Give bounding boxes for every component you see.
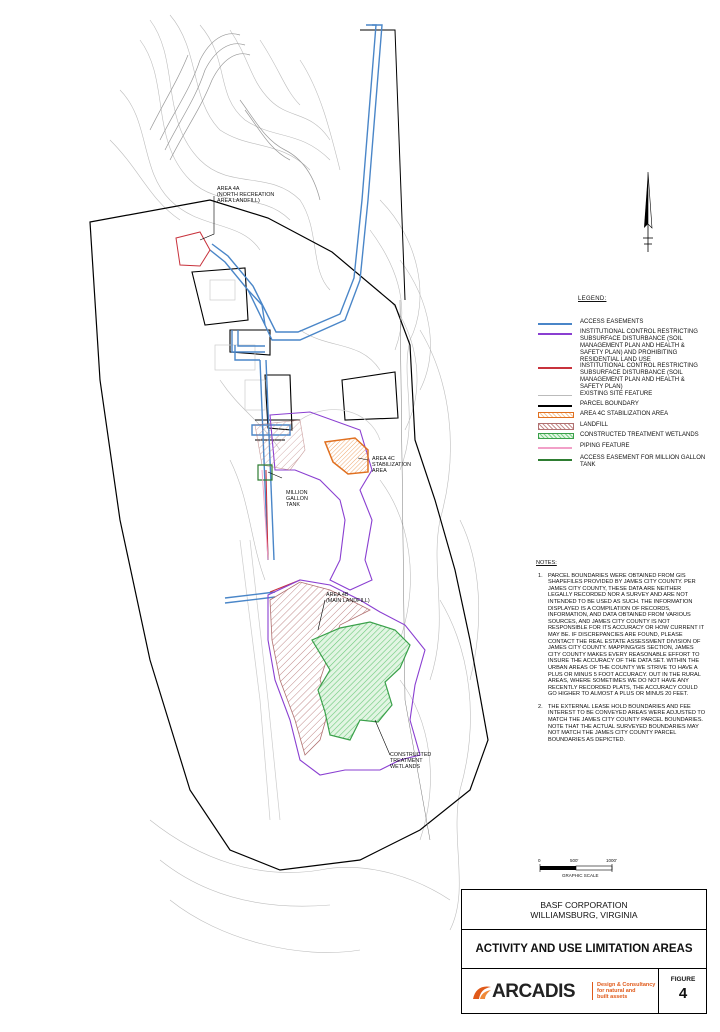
constructed-wetlands-area <box>312 622 410 740</box>
note-item <box>536 704 706 744</box>
figure-label: FIGURE <box>670 976 696 983</box>
label-line: CONSTRUCTED <box>390 752 432 758</box>
legend-label: CONSTRUCTED TREATMENT WETLANDS <box>580 432 699 438</box>
label-line: (NORTH RECREATION <box>217 192 275 198</box>
scale-caption: GRAPHIC SCALE <box>562 873 599 878</box>
label-area-4a <box>217 186 274 204</box>
label-line: AREA LANDFILL) <box>217 198 260 204</box>
label-line: WETLANDS <box>390 764 420 770</box>
note-text: PARCEL BOUNDARIES WERE OBTAINED FROM GIS SHAPEFILES PROVIDED BY JAMES CITY COUNTY. PER JAMES CITY COUNTY, THESE DATA ARE NEITHER LEGALLY RECORDED NOR A SURVEY AND ARE NOT INTENDED TO BE USED AS SUCH. THE INFORMATION DISPLAYED IS A COMPILATION OF RECORDS, INFORMATION, AND DATA OBTAINED FROM VARIOUS SOURCES, AND JAMES CITY COUNTY IS NOT RESPONSIBLE FOR ITS ACCURACY OR HOW CURRENT IT MAY BE. IF DISCREPANCIES ARE FOUND, PLEASE CONTACT THE REAL ESTATE ASSESSMENT DIVISION OF JAMES CITY COUNTY. MAPPING/GIS SECTION, JAMES CITY COUNTY MAKES EVERY REASONABLE EFFORT TO INSURE THE ACCURACY OF THE DATA SET. WITHIN THE URBAN AREAS OF THE COUNTY WE STRIVE TO HAVE A PLUS OR MINUS 5 FOOT ACCURACY. OUT IN THE RURAL AREAS, WHERE SOMETIMES WE DO NOT HAVE ANY RECENTLY RECORDED PLATS, THE ACCURACY COULD GO HIGHER TO ALMOST A PLUS OR MINUS 20 FEET. <box>548 572 705 698</box>
legend-label: AREA 4C STABILIZATION AREA <box>580 411 669 417</box>
legend-symbol <box>538 412 574 418</box>
legend-symbol <box>538 459 572 461</box>
note-item <box>536 573 706 698</box>
title-block <box>461 889 707 1014</box>
notes-title: NOTES: <box>536 560 557 566</box>
legend-label: ACCESS EASEMENT FOR MILLION GALLON TANK <box>580 455 706 468</box>
tagline-line: Design & Consultancy <box>597 982 656 988</box>
figure-number: 4 <box>678 985 688 1002</box>
label-line: AREA 4A <box>217 186 240 192</box>
label-constructed-wetlands <box>390 752 431 770</box>
access-easements <box>210 25 382 603</box>
legend-symbol <box>538 423 574 430</box>
legend-symbol <box>538 333 572 335</box>
north-arrow-icon <box>643 172 653 252</box>
scale-tick-500: 500' <box>570 858 579 863</box>
notes <box>536 560 706 749</box>
scale-bar <box>540 864 612 872</box>
legend-symbol <box>538 405 572 407</box>
note-text: THE EXTERNAL LEASE HOLD BOUNDARIES AND FEE INTEREST TO BE CONVEYED AREAS WERE ADJUSTED TO MATCH THE JAMES CITY COUNTY PARCEL BOUNDARIES. NOTE THAT THE ACTUAL SURVEYED BOUNDARIES MAY NOT MATCH THE JAMES CITY COUNTY PARCEL BOUNDARIES AS DEPICTED. <box>548 703 706 743</box>
title-block-company <box>462 890 706 930</box>
label-line: TANK <box>286 502 300 508</box>
label-line: TREATMENT <box>390 758 423 764</box>
scale-tick-0: 0 <box>538 858 541 863</box>
label-line: AREA <box>372 468 387 474</box>
label-line: (MAIN LANDFILL) <box>326 598 370 604</box>
scale-tick-1000: 1000' <box>606 858 617 863</box>
logo-tagline <box>592 982 657 1000</box>
legend-symbol <box>538 447 572 449</box>
label-line: AREA 4C <box>372 456 395 462</box>
legend-symbol <box>538 433 574 439</box>
note-number: 2. <box>538 703 543 710</box>
legend-label: LANDFILL <box>580 422 609 428</box>
tagline-line: built assets <box>597 994 628 1000</box>
label-area-4c <box>372 456 411 474</box>
logo-word: ARCADIS <box>492 981 576 1002</box>
label-line: GALLON <box>286 496 308 502</box>
company-name: BASF CORPORATION <box>540 900 628 910</box>
legend-label: PARCEL BOUNDARY <box>580 401 639 407</box>
legend-title: LEGEND: <box>578 296 607 302</box>
ic-red-lines <box>176 232 300 592</box>
legend-symbol <box>538 323 572 325</box>
topo-dense-ridges <box>150 34 320 200</box>
note-number: 1. <box>538 572 543 579</box>
arcadis-logo <box>462 968 659 1014</box>
arcadis-mark-icon <box>472 984 492 1000</box>
legend-symbol <box>538 395 572 396</box>
legend-label: PIPING FEATURE <box>580 443 630 449</box>
legend-symbol <box>538 367 572 369</box>
label-line: MILLION <box>286 490 308 496</box>
parcel-boundary-east <box>360 30 405 300</box>
legend-label: ACCESS EASEMENTS <box>580 319 644 325</box>
company-location: WILLIAMSBURG, VIRGINIA <box>530 910 638 920</box>
legend-label: INSTITUTIONAL CONTROL RESTRICTING SUBSURFACE DISTURBANCE (SOIL MANAGEMENT PLAN AND HEALTH & SAFETY PLAN) AND PROHIBITING RESIDENTIAL LAND USE <box>580 329 698 363</box>
label-million-gallon-tank <box>286 490 308 508</box>
figure-box <box>658 968 708 1014</box>
legend-label: EXISTING SITE FEATURE <box>580 391 653 397</box>
internal-parcels <box>192 268 398 440</box>
label-line: STABILIZATION <box>372 462 412 468</box>
drawing-title: ACTIVITY AND USE LIMITATION AREAS <box>462 930 706 969</box>
legend-label: INSTITUTIONAL CONTROL RESTRICTING SUBSURFACE DISTURBANCE (SOIL MANAGEMENT PLAN AND HEALTH & SAFETY PLAN) <box>580 363 698 390</box>
label-area-4b <box>326 592 370 604</box>
tagline-line: for natural and <box>597 988 636 994</box>
area-4c-stabilization <box>325 438 368 474</box>
label-line: AREA 4B <box>326 592 349 598</box>
